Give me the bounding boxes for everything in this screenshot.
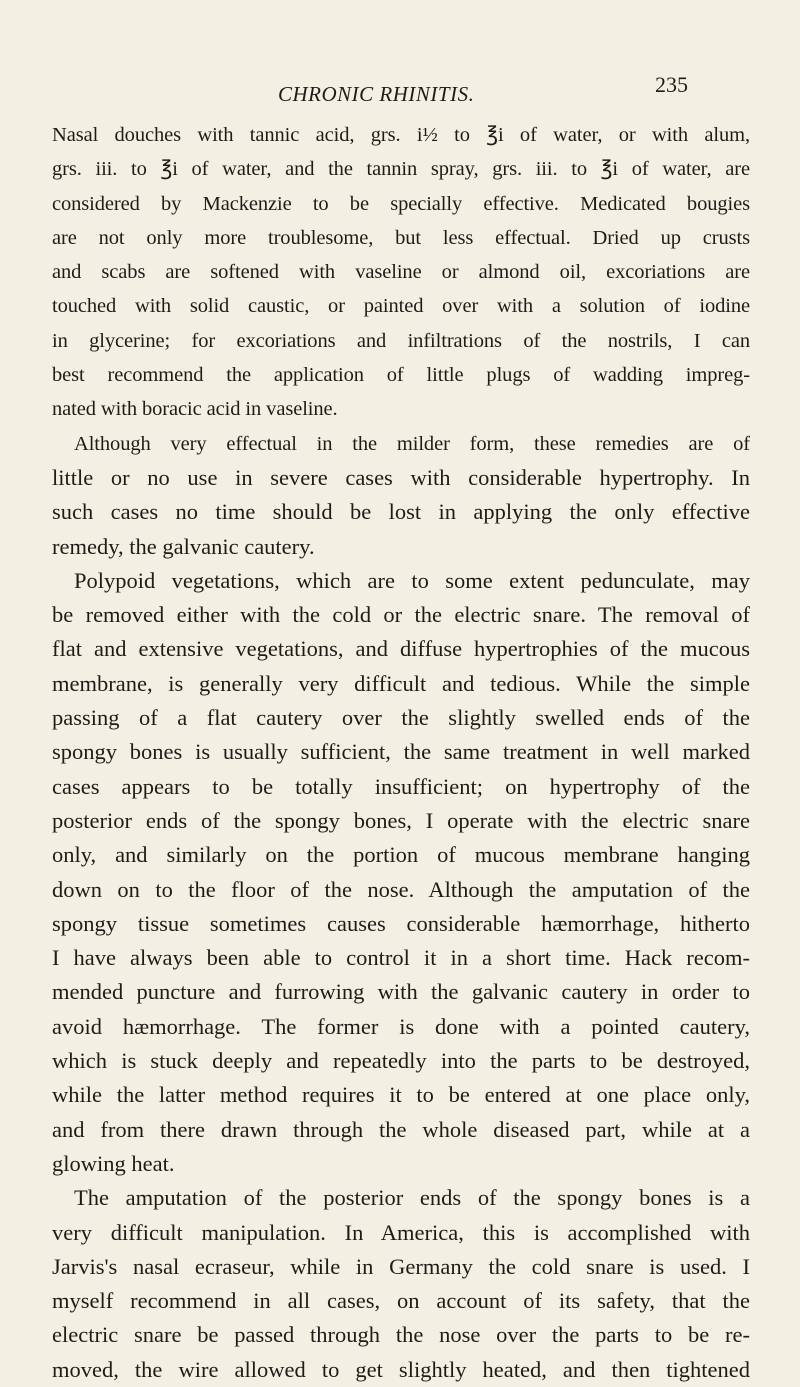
- text-line: avoid hæmorrhage. The former is done with a pointed cautery,: [52, 1013, 750, 1039]
- text-line: myself recommend in all cases, on account of its safety, that the: [52, 1288, 750, 1314]
- text-line: Polypoid vegetations, which are to some extent pedunculate, may: [74, 567, 750, 593]
- text-line: touched with solid caustic, or painted over with a solution of iodine: [52, 295, 750, 318]
- page-number: 235: [655, 72, 688, 97]
- text-line: are not only more troublesome, but less effectual. Dried up crusts: [52, 226, 750, 249]
- text-line: Although very effectual in the milder form, these remedies are of: [74, 432, 750, 455]
- text-line: considered by Mackenzie to be specially effective. Medicated bougies: [52, 192, 750, 215]
- text-line: which is stuck deeply and repeatedly into the parts to be destroyed,: [52, 1048, 750, 1074]
- text-line: passing of a flat cautery over the slightly swelled ends of the: [52, 705, 750, 731]
- page-header: [0, 70, 800, 110]
- body-text: [52, 118, 750, 1387]
- text-line: spongy bones is usually sufficient, the same treatment in well marked: [52, 739, 750, 765]
- text-line: little or no use in severe cases with considerable hypertrophy. In: [52, 464, 750, 490]
- text-line: electric snare be passed through the nose over the parts to be re-: [52, 1322, 750, 1348]
- text-line: and scabs are softened with vaseline or almond oil, excoriations are: [52, 261, 750, 284]
- text-line: membrane, is generally very difficult and tedious. While the simple: [52, 670, 750, 696]
- text-line: mended puncture and furrowing with the galvanic cautery in order to: [52, 979, 750, 1005]
- text-line: moved, the wire allowed to get slightly heated, and then tightened: [52, 1356, 750, 1382]
- text-line: Nasal douches with tannic acid, grs. i½ to ℥i of water, or with alum,: [52, 124, 750, 146]
- text-line: down on to the floor of the nose. Although the amputation of the: [52, 876, 750, 902]
- text-line: grs. iii. to ℥i of water, and the tannin spray, grs. iii. to ℥i of water, are: [52, 158, 750, 181]
- text-line: only, and similarly on the portion of mucous membrane hanging: [52, 842, 750, 868]
- text-line: be removed either with the cold or the electric snare. The removal of: [52, 602, 750, 628]
- text-line: Jarvis's nasal ecraseur, while in Germany the cold snare is used. I: [52, 1253, 750, 1279]
- text-line: glowing heat.: [52, 1150, 175, 1176]
- text-line: very difficult manipulation. In America, this is accomplished with: [52, 1219, 750, 1245]
- text-line: remedy, the galvanic cautery.: [52, 533, 315, 559]
- running-head: CHRONIC RHINITIS.: [278, 82, 475, 106]
- text-line: such cases no time should be lost in applying the only effective: [52, 499, 750, 525]
- text-line: posterior ends of the spongy bones, I operate with the electric snare: [52, 807, 750, 833]
- text-line: cases appears to be totally insufficient; on hypertrophy of the: [52, 773, 750, 799]
- text-line: The amputation of the posterior ends of the spongy bones is a: [74, 1185, 750, 1211]
- text-line: while the latter method requires it to be entered at one place only,: [52, 1082, 750, 1108]
- text-line: in glycerine; for excoriations and infiltrations of the nostrils, I can: [52, 329, 750, 352]
- text-line: and from there drawn through the whole diseased part, while at a: [52, 1116, 750, 1142]
- text-line: spongy tissue sometimes causes considerable hæmorrhage, hitherto: [52, 910, 750, 936]
- text-line: best recommend the application of little plugs of wadding impreg-: [52, 364, 750, 387]
- text-line: flat and extensive vegetations, and diffuse hypertrophies of the mucous: [52, 636, 750, 662]
- text-line: I have always been able to control it in a short time. Hack recom-: [52, 945, 750, 971]
- text-line: nated with boracic acid in vaseline.: [52, 398, 338, 421]
